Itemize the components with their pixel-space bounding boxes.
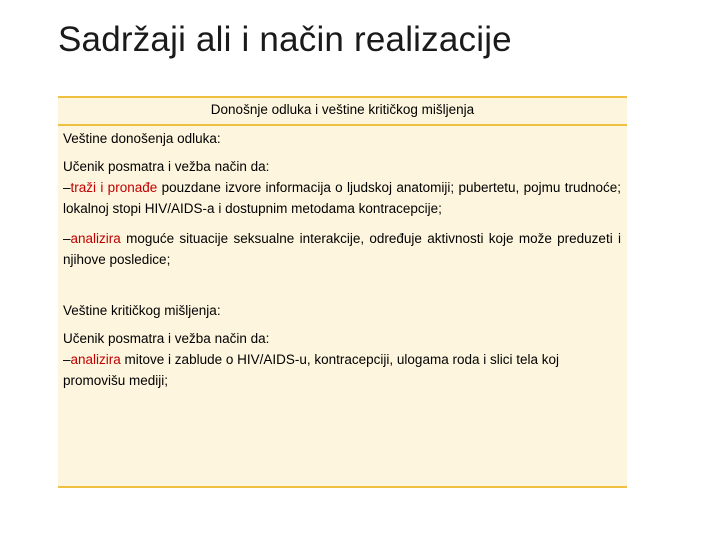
slide-title: Sadržaji ali i način realizacije bbox=[58, 20, 512, 59]
panel-header: Donošnje odluka i veštine kritičkog mišljenja bbox=[58, 98, 627, 126]
item-verb: analizira bbox=[70, 352, 121, 367]
critical-thinking-intro: Učenik posmatra i vežba način da: bbox=[63, 331, 270, 346]
critical-thinking-item-1 bbox=[63, 349, 621, 391]
item-verb: analizira bbox=[70, 231, 121, 246]
content-panel bbox=[58, 96, 627, 488]
panel-body bbox=[58, 128, 627, 391]
decision-skills-item-2 bbox=[63, 228, 621, 270]
decision-skills-intro: Učenik posmatra i vežba način da: bbox=[63, 159, 270, 174]
item-text: pouzdane izvore informacija o ljudskoj anatomiji; pubertetu, pojmu trudnoće; lokalnoj stopi HIV/AIDS-a i dostupnim metodama kontracepcije; bbox=[63, 180, 621, 216]
item-dash: – bbox=[63, 352, 71, 367]
decision-skills-heading: Veštine donošenja odluka: bbox=[63, 131, 221, 146]
critical-thinking-heading: Veštine kritičkog mišljenja: bbox=[63, 303, 221, 318]
item-dash: – bbox=[63, 180, 71, 195]
item-verb: traži i pronađe bbox=[70, 180, 158, 195]
item-text: mitove i zablude o HIV/AIDS-u, kontracepciji, ulogama roda i slici tela koj promovišu mediji; bbox=[63, 352, 559, 388]
decision-skills-item-1 bbox=[63, 177, 621, 219]
item-text: moguće situacije seksualne interakcije, određuje aktivnosti koje može preduzeti i njihove posledice; bbox=[63, 231, 621, 267]
item-dash: – bbox=[63, 231, 71, 246]
